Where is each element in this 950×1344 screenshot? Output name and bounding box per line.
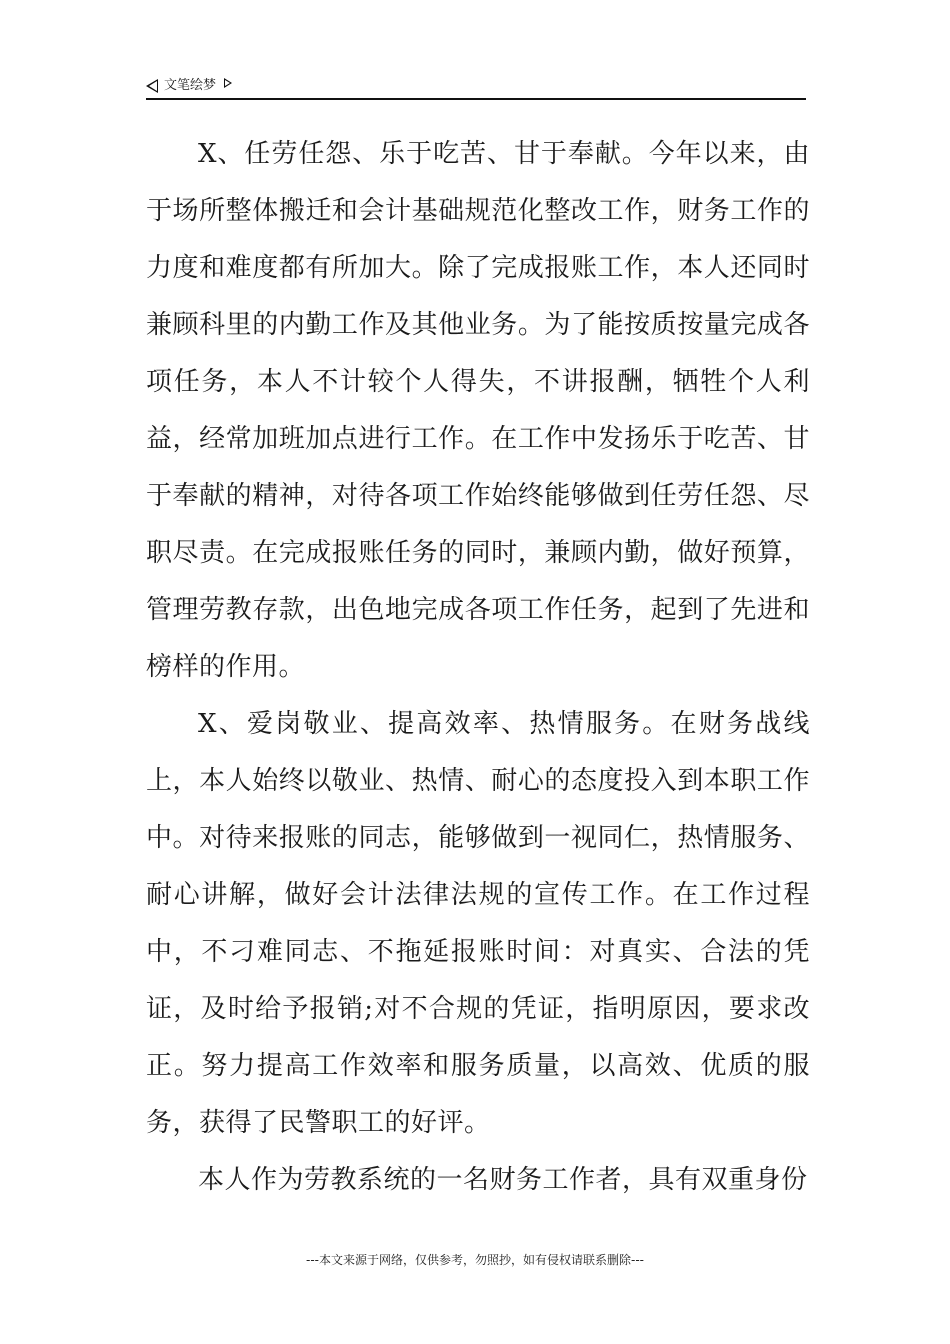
paragraph: X、任劳任怨、乐于吃苦、甘于奉献。今年以来，由于场所整体搬迁和会计基础规范化整改工作，财务工作的力度和难度都有所加大。除了完成报账工作，本人还同时兼顾科里的内勤工作及其他业务。为了能按质按量完成各项任务，本人不计较个人得失，不讲报酬，牺牲个人利益，经常加班加点进行工作。在工作中发扬乐于吃苦、甘于奉献的精神，对待各项工作始终能够做到任劳任怨、尽职尽责。在完成报账任务的同时，兼顾内勤，做好预算，管理劳教存款，出色地完成各项工作任务，起到了先进和榜样的作用。 [146, 139, 810, 682]
document-body [146, 126, 810, 1209]
header-title: 文笔绘梦 [164, 78, 217, 93]
triangle-right-icon [224, 78, 232, 88]
paragraph: X、爱岗敬业、提高效率、热情服务。在财务战线上，本人始终以敬业、热情、耐心的态度投入到本职工作中。对待来报账的同志，能够做到一视同仁，热情服务、耐心讲解，做好会计法律法规的宣传工作。在工作过程中，不刁难同志、不拖延报账时间：对真实、合法的凭证，及时给予报销;对不合规的凭证，指明原因，要求改正。努力提高工作效率和服务质量，以高效、优质的服务，获得了民警职工的好评。 [146, 709, 810, 1138]
page-footer: ---本文来源于网络，仅供参考，勿照抄，如有侵权请联系删除--- [306, 1253, 644, 1267]
triangle-left-icon [146, 79, 158, 93]
paragraph: 本人作为劳教系统的一名财务工作者，具有双重身份 [198, 1165, 808, 1195]
page-header [146, 74, 806, 100]
